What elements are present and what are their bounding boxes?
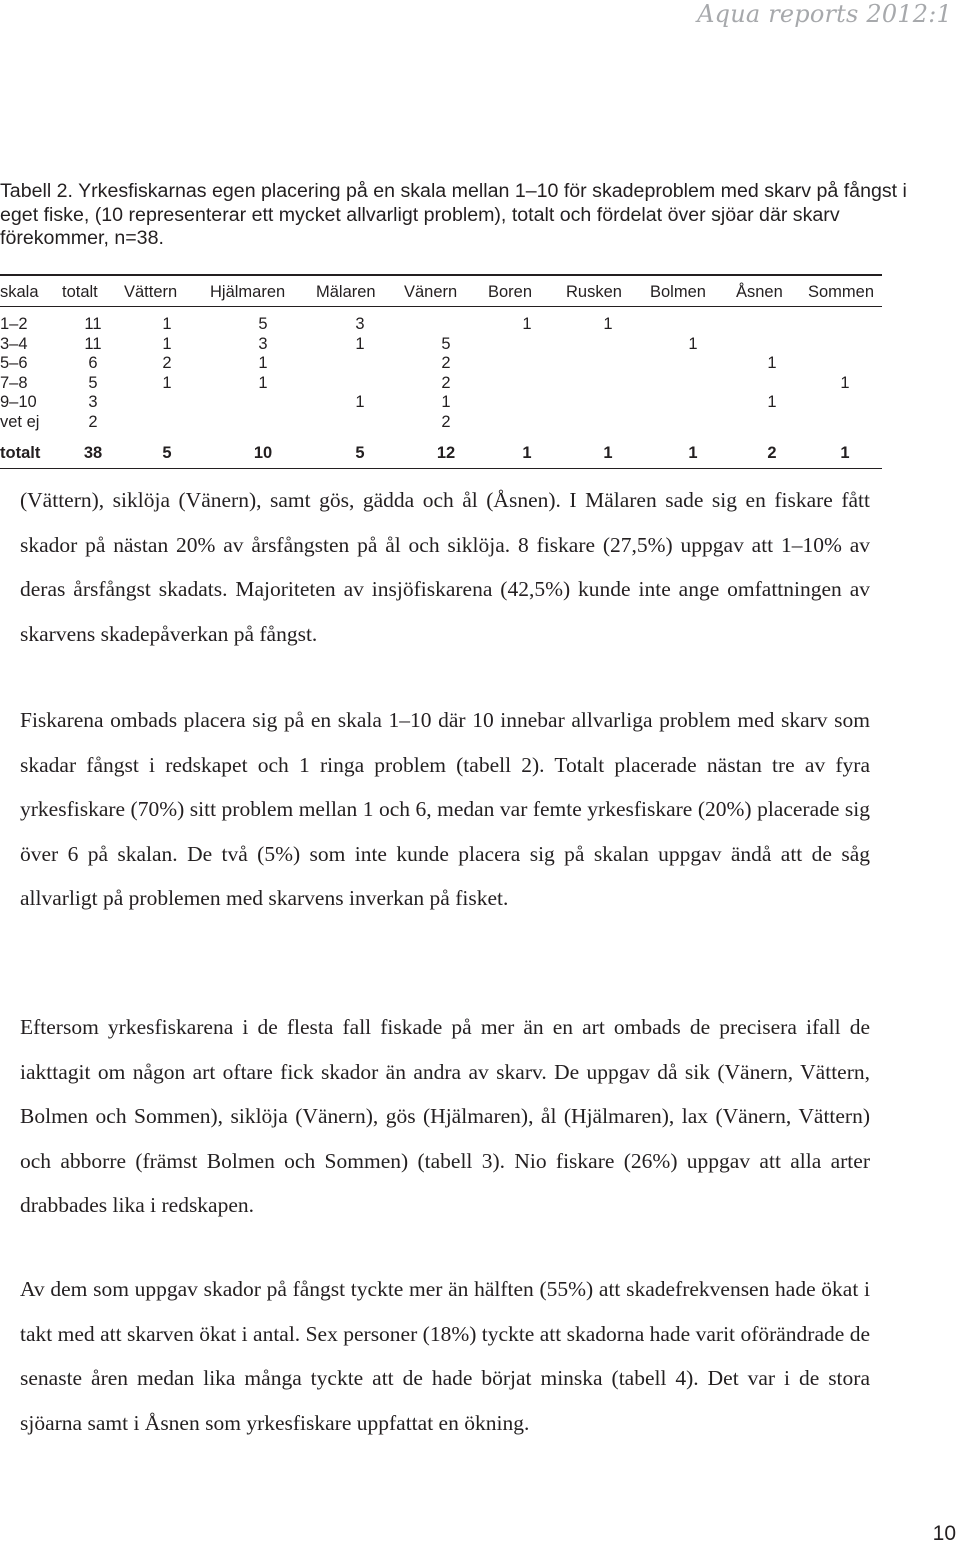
col-header: totalt: [62, 275, 124, 307]
total-cell: 2: [736, 438, 808, 469]
cell: 1: [603, 315, 613, 333]
cell: [566, 374, 650, 394]
cell: [650, 307, 736, 335]
cell: 1: [355, 393, 365, 411]
total-cell: 5: [316, 438, 404, 469]
cell: [404, 307, 488, 335]
cell: [488, 354, 566, 374]
col-header: Bolmen: [650, 275, 736, 307]
cell: [488, 393, 566, 413]
row-label: vet ej: [0, 412, 40, 431]
cell: 5: [88, 373, 98, 392]
table-caption: Tabell 2. Yrkesfiskarnas egen placering på en skala mellan 1–10 för skadeproblem med skarv på fångst i eget fiske, (10 representerar ett mycket allvarligt problem), totalt och fördelat över sjöar där skarv förekommer, n=38.: [0, 180, 907, 249]
table-total-row: [0, 438, 882, 469]
col-header: Rusken: [566, 275, 650, 307]
cell: [566, 354, 650, 374]
cell: [566, 413, 650, 439]
table-row: [0, 335, 882, 355]
cell: [650, 354, 736, 374]
cell: [736, 335, 808, 355]
report-header: Aqua reports 2012:1: [697, 0, 952, 28]
paragraph-3: Eftersom yrkesfiskarena i de flesta fall fiskade på mer än en art ombads de precisera ifall de iakttagit om någon art oftare fick skador än andra av skarv. De uppgav då sik (Vänern, Vättern, Bolmen och Sommen), siklöja (Vänern), gös (Hjälmaren), ål (Hjälmaren), lax (Vänern, Vättern) och abborre (främst Bolmen och Sommen) (tabell 3). Nio fiskare (26%) uppgav att alla arter drabbades lika i redskapen.: [20, 1015, 870, 1217]
total-cell: 1: [808, 438, 882, 469]
cell: [650, 374, 736, 394]
row-label: 3–4: [0, 334, 28, 353]
cell: 3: [355, 315, 365, 333]
total-cell: 1: [650, 438, 736, 469]
cell: 11: [84, 315, 102, 333]
total-cell: 38: [62, 438, 124, 469]
cell: 3: [258, 334, 268, 353]
cell: 1: [162, 334, 172, 353]
cell: [316, 413, 404, 439]
cell: 5: [258, 315, 268, 333]
cell: [316, 354, 404, 374]
col-header: Åsnen: [736, 275, 808, 307]
cell: 1: [441, 393, 451, 411]
table-2: [0, 274, 882, 469]
col-header: skala: [0, 275, 62, 307]
col-header: Mälaren: [316, 275, 404, 307]
cell: [566, 393, 650, 413]
cell: 2: [88, 412, 98, 431]
cell: 1: [522, 315, 532, 333]
paragraph-1: (Vättern), siklöja (Vänern), samt gös, gädda och ål (Åsnen). I Mälaren sade sig en fiskare fått skador på nästan 20% av årsfångsten på ål och siklöja. 8 fiskare (27,5%) uppgav att 1–10% av deras årsfångst skadats. Majoriteten av insjöfiskarena (42,5%) kunde inte ange omfattningen av skarvens skadepåverkan på fångst.: [20, 488, 870, 646]
cell: [808, 413, 882, 439]
cell: 1: [162, 315, 172, 333]
cell: 3: [88, 393, 98, 411]
cell: 2: [441, 354, 451, 372]
table-row: [0, 374, 882, 394]
page-number: 10: [932, 1522, 956, 1545]
total-cell: 1: [488, 438, 566, 469]
cell: 1: [258, 354, 268, 372]
cell: [210, 413, 316, 439]
cell: [808, 354, 882, 374]
total-cell: 5: [124, 438, 210, 469]
col-header: Vänern: [404, 275, 488, 307]
cell: [808, 393, 882, 413]
paragraph-4: Av dem som uppgav skador på fångst tyckte mer än hälften (55%) att skadefrekvensen hade ökat i takt med att skarven ökat i antal. Sex personer (18%) tyckte att skadorna hade varit oförändrade de senaste åren medan lika många tyckte att de hade börjat minska (tabell 4). Det var i de stora sjöarna samt i Åsnen som yrkesfiskare uppfattat en ökning.: [20, 1277, 870, 1435]
cell: 2: [162, 354, 172, 372]
row-label: 7–8: [0, 373, 28, 392]
cell: 6: [88, 354, 98, 372]
cell: [488, 335, 566, 355]
cell: [650, 393, 736, 413]
cell: 1: [840, 373, 850, 392]
cell: 1: [355, 334, 365, 353]
total-cell: 10: [210, 438, 316, 469]
cell: [566, 335, 650, 355]
cell: [650, 413, 736, 439]
total-cell: 12: [404, 438, 488, 469]
cell: 1: [767, 354, 777, 372]
cell: 1: [688, 334, 698, 353]
cell: 1: [162, 373, 172, 392]
cell: 1: [767, 393, 777, 411]
col-header: Vättern: [124, 275, 210, 307]
cell: [488, 374, 566, 394]
row-label: 9–10: [0, 393, 37, 411]
cell: 2: [441, 412, 451, 431]
col-header: Sommen: [808, 275, 882, 307]
cell: [210, 393, 316, 413]
cell: [488, 413, 566, 439]
cell: [808, 307, 882, 335]
cell: [124, 413, 210, 439]
skala-table: [0, 274, 882, 469]
cell: 5: [441, 334, 451, 353]
table-row: [0, 354, 882, 374]
cell: [736, 374, 808, 394]
cell: [736, 307, 808, 335]
table-header-row: [0, 275, 882, 307]
cell: 11: [84, 334, 102, 353]
cell: [736, 413, 808, 439]
cell: [808, 335, 882, 355]
table-row: [0, 393, 882, 413]
cell: 2: [441, 373, 451, 392]
total-cell: 1: [566, 438, 650, 469]
cell: 1: [258, 373, 268, 392]
col-header: Boren: [488, 275, 566, 307]
paragraph-2: Fiskarena ombads placera sig på en skala 1–10 där 10 innebar allvarliga problem med skarv som skadar fångst i redskapet och 1 ringa problem (tabell 2). Totalt placerade nästan tre av fyra yrkesfiskare (70%) sitt problem mellan 1 och 6, medan var femte yrkesfiskare (20%) placerade sig över 6 på skalan. De två (5%) som inte kunde placera sig på skalan uppgav ändå att de såg allvarligt på problemen med skarvens inverkan på fisket.: [20, 708, 870, 910]
col-header: Hjälmaren: [210, 275, 316, 307]
cell: [124, 393, 210, 413]
row-label: 1–2: [0, 315, 28, 333]
row-label: 5–6: [0, 354, 28, 372]
cell: [316, 374, 404, 394]
table-row: [0, 413, 882, 439]
total-label: totalt: [0, 438, 62, 469]
table-row: [0, 307, 882, 335]
